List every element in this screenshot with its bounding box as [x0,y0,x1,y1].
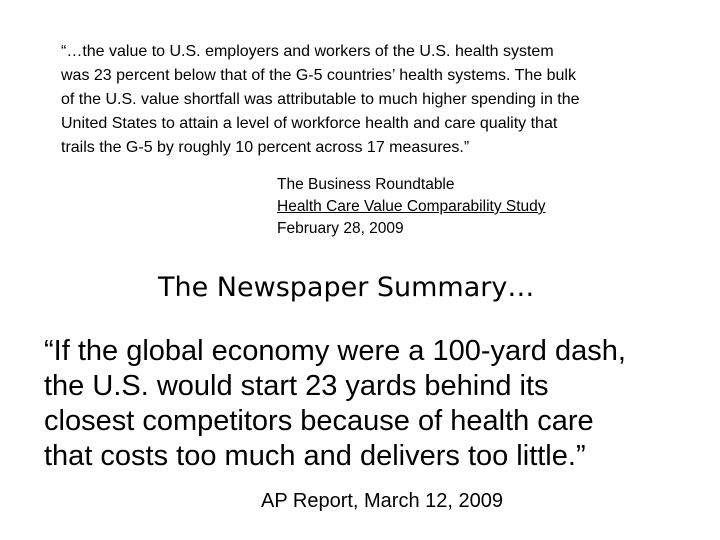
study-quote-line: of the U.S. value shortfall was attributable to much higher spending in the [61,91,580,108]
study-quote-line: United States to attain a level of workforce health and care quality that [61,115,558,132]
newspaper-quote-line: the U.S. would start 23 yards behind its [44,370,549,402]
study-citation [277,174,546,240]
newspaper-quote-line: that costs too much and delivers too little.” [44,440,586,472]
citation-organization: The Business Roundtable [277,176,455,193]
newspaper-quote-line: closest competitors because of health care [44,405,594,437]
summary-heading: The Newspaper Summary… [158,272,535,303]
citation-date: February 28, 2009 [277,220,404,237]
newspaper-quote-line: “If the global economy were a 100-yard dash, [44,335,626,367]
study-quote-line: trails the G-5 by roughly 10 percent across 17 measures.” [61,139,470,156]
study-quote [61,40,661,160]
study-quote-line: was 23 percent below that of the G-5 countries’ health systems. The bulk [61,67,576,84]
citation-study-title: Health Care Value Comparability Study [277,198,546,215]
newspaper-source: AP Report, March 12, 2009 [261,490,503,512]
study-quote-line: “…the value to U.S. employers and workers of the U.S. health system [61,43,554,60]
newspaper-quote [44,334,626,474]
